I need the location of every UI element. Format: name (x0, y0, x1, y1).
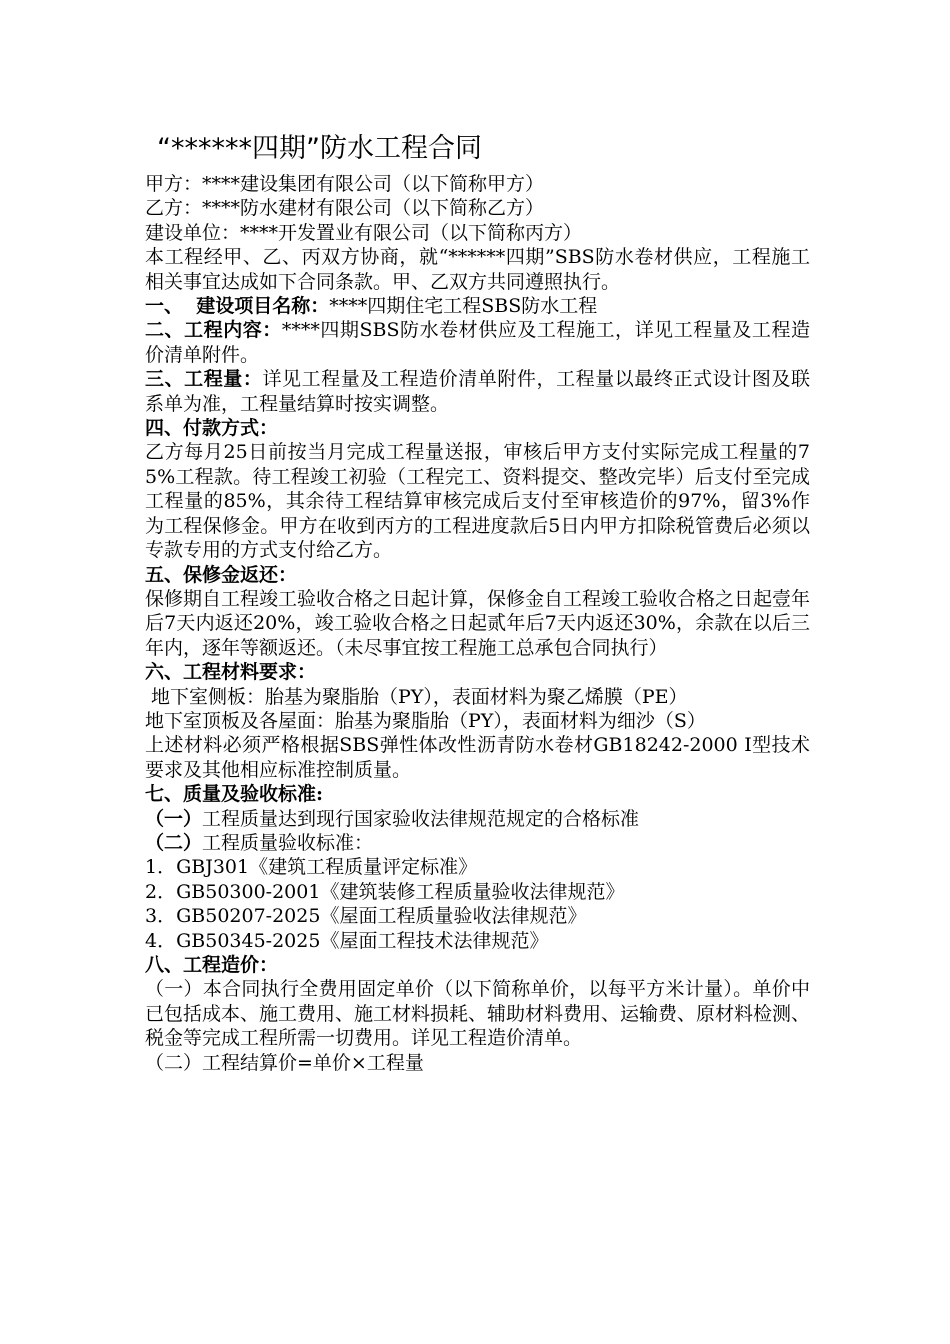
section-1-heading: 一、 建设项目名称： (145, 295, 330, 318)
section-8-heading: 八、工程造价： (145, 954, 279, 976)
section-2-text: ****四期SBS防水卷材供应及工程施工，详见工程量及工程造价清单附件。 (145, 319, 810, 366)
section-7-item-1 (145, 807, 810, 831)
section-7-item-2 (145, 831, 810, 855)
section-6-heading: 六、工程材料要求： (145, 661, 317, 684)
section-2-heading: 二、工程内容： (145, 319, 282, 342)
owner-line: 建设单位：****开发置业有限公司（以下简称丙方） (145, 221, 583, 244)
document-title: “******四期”防水工程合同 (157, 133, 482, 164)
section-7-item-2-text: 工程质量验收标准： (202, 831, 374, 854)
standard-item: 1．GBJ301《建筑工程质量评定标准》 (145, 856, 478, 879)
section-4-heading: 四、付款方式： (145, 417, 279, 440)
section-6-basement-roof: 地下室顶板及各屋面：胎基为聚脂胎（PY），表面材料为细沙（S） (145, 709, 706, 732)
section-7-heading: 七、质量及验收标准: (145, 783, 324, 806)
section-5-heading: 五、保修金返还： (145, 563, 298, 586)
section-5-text: 保修期自工程竣工验收合格之日起计算，保修金自工程竣工验收合格之日起壹年后7天内返还20%，竣工验收合格之日起贰年后7天内返还30%，余款在以后三年内，逐年等额返还。（未尽事宜按工程施工总承包合同执行） (145, 587, 811, 659)
section-1 (145, 294, 810, 318)
section-6-standard-note: 上述材料必须严格根据SBS弹性体改性沥青防水卷材GB18242-2000 I型技术要求及其他相应标准控制质量。 (145, 734, 810, 781)
section-7-item-2-label: （二） (145, 831, 203, 854)
section-4-text: 乙方每月25日前按当月完成工程量送报，审核后甲方支付实际完成工程量的75%工程款。待工程竣工初验（工程完工、资料提交、整改完毕）后支付至完成工程量的85%，其余待工程结算审核完成后支付至审核造价的97%，留3%作为工程保修金。甲方在收到丙方的工程进度款后5日内甲方扣除税管费后必须以专款专用的方式支付给乙方。 (145, 441, 810, 562)
section-3-heading: 三、工程量： (145, 368, 263, 391)
party-b-line: 乙方：****防水建材有限公司（以下简称乙方） (145, 197, 545, 220)
section-1-text: ****四期住宅工程SBS防水工程 (329, 295, 598, 318)
contract-page (145, 126, 810, 1075)
section-3 (145, 367, 810, 416)
section-7-item-1-text: 工程质量达到现行国家验收法律规范规定的合格标准 (202, 807, 640, 830)
party-a-line: 甲方：****建设集团有限公司（以下简称甲方） (145, 173, 545, 195)
intro-paragraph: 本工程经甲、乙、丙双方协商，就“******四期”SBS防水卷材供应，工程施工相关事宜达成如下合同条款。甲、乙双方共同遵照执行。 (145, 246, 810, 293)
section-8-item-1: （一）本合同执行全费用固定单价（以下简称单价，以每平方米计量）。单价中已包括成本、施工费用、施工材料损耗、辅助材料费用、运输费、原材料检测、税金等完成工程所需一切费用。详见工程造价清单。 (145, 978, 811, 1050)
section-8-item-2: （二）工程结算价=单价×工程量 (145, 1051, 424, 1074)
standard-item: 4．GB50345-2025《屋面工程技术法律规范》 (145, 929, 549, 952)
standard-item: 3．GB50207-2025《屋面工程质量验收法律规范》 (145, 905, 587, 928)
standard-item: 2．GB50300-2001《建筑装修工程质量验收法律规范》 (145, 880, 625, 903)
section-7-item-1-label: （一） (145, 807, 203, 830)
section-2 (145, 318, 810, 367)
section-3-text: 详见工程量及工程造价清单附件，工程量以最终正式设计图及联系单为准，工程量结算时按实调整。 (145, 368, 810, 415)
section-6-basement-side: 地下室侧板：胎基为聚脂胎（PY），表面材料为聚乙烯膜（PE） (151, 685, 688, 708)
